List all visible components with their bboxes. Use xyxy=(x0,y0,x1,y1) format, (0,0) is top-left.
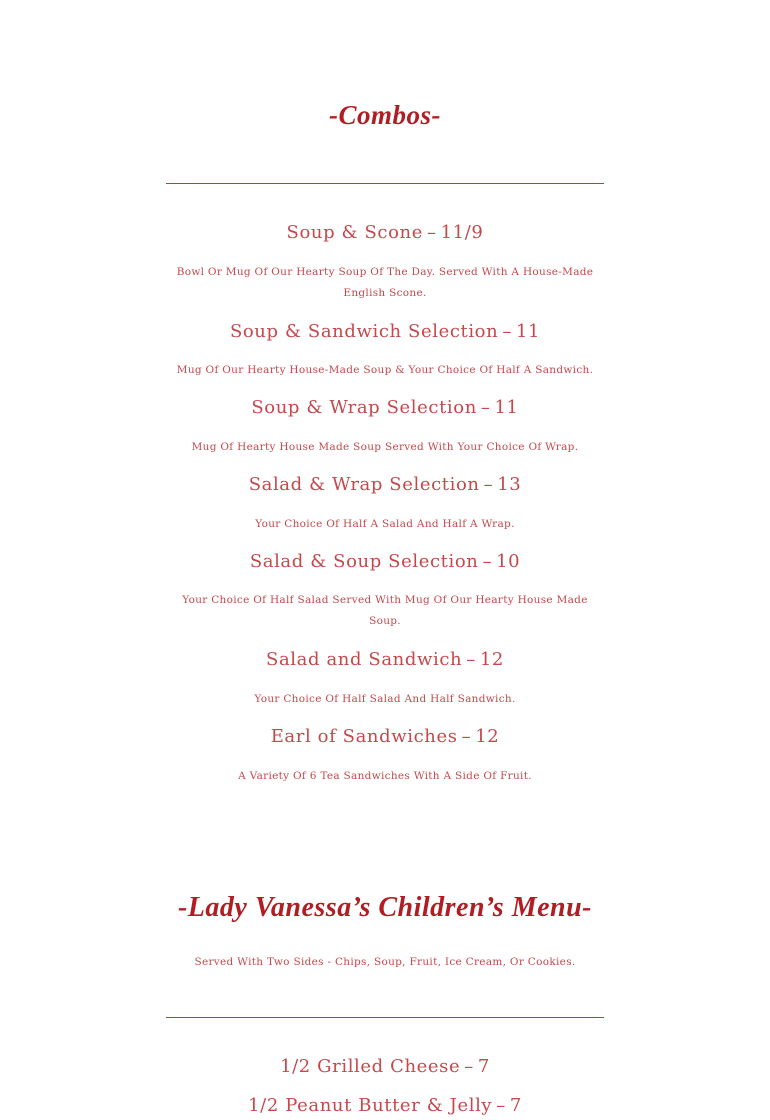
menu-item-name: Soup & Sandwich Selection – 11 xyxy=(229,321,541,342)
menu-item-description: Mug Of Our Hearty House-Made Soup & Your Choice Of Half A Sandwich. xyxy=(176,364,594,376)
menu-item-description: Your Choice Of Half Salad Served With Mug Of Our Hearty House Made Soup. xyxy=(182,594,588,627)
combos-divider xyxy=(166,183,604,184)
childrens-menu-title: -Lady Vanessa’s Children’s Menu- xyxy=(177,892,592,923)
menu-item-name: Salad & Soup Selection – 10 xyxy=(249,551,521,572)
menu-item-name: Earl of Sandwiches – 12 xyxy=(270,726,500,747)
menu-item-description: A Variety Of 6 Tea Sandwiches With A Side Of Fruit. xyxy=(238,770,532,782)
menu-item-description: Mug Of Hearty House Made Soup Served With Your Choice Of Wrap. xyxy=(191,441,579,453)
menu-item-name: Salad and Sandwich – 12 xyxy=(266,649,504,670)
menu-item-name: 1/2 Grilled Cheese – 7 xyxy=(280,1056,490,1077)
childrens-menu-divider xyxy=(166,1017,604,1018)
combos-title: -Combos- xyxy=(329,100,441,130)
menu-item-description: Your Choice Of Half A Salad And Half A Wrap. xyxy=(255,518,515,530)
menu-item-name: Salad & Wrap Selection – 13 xyxy=(248,474,522,495)
childrens-menu-note: Served With Two Sides - Chips, Soup, Fruit, Ice Cream, Or Cookies. xyxy=(194,956,576,968)
menu-item-description: Bowl Or Mug Of Our Hearty Soup Of The Day. Served With A House-Made English Scone. xyxy=(176,266,594,299)
menu-item-description: Your Choice Of Half Salad And Half Sandwich. xyxy=(254,693,516,705)
menu-item-name: Soup & Scone – 11/9 xyxy=(286,222,484,243)
menu-item-name: Soup & Wrap Selection – 11 xyxy=(251,397,519,418)
menu-item-name: 1/2 Peanut Butter & Jelly – 7 xyxy=(248,1095,522,1116)
